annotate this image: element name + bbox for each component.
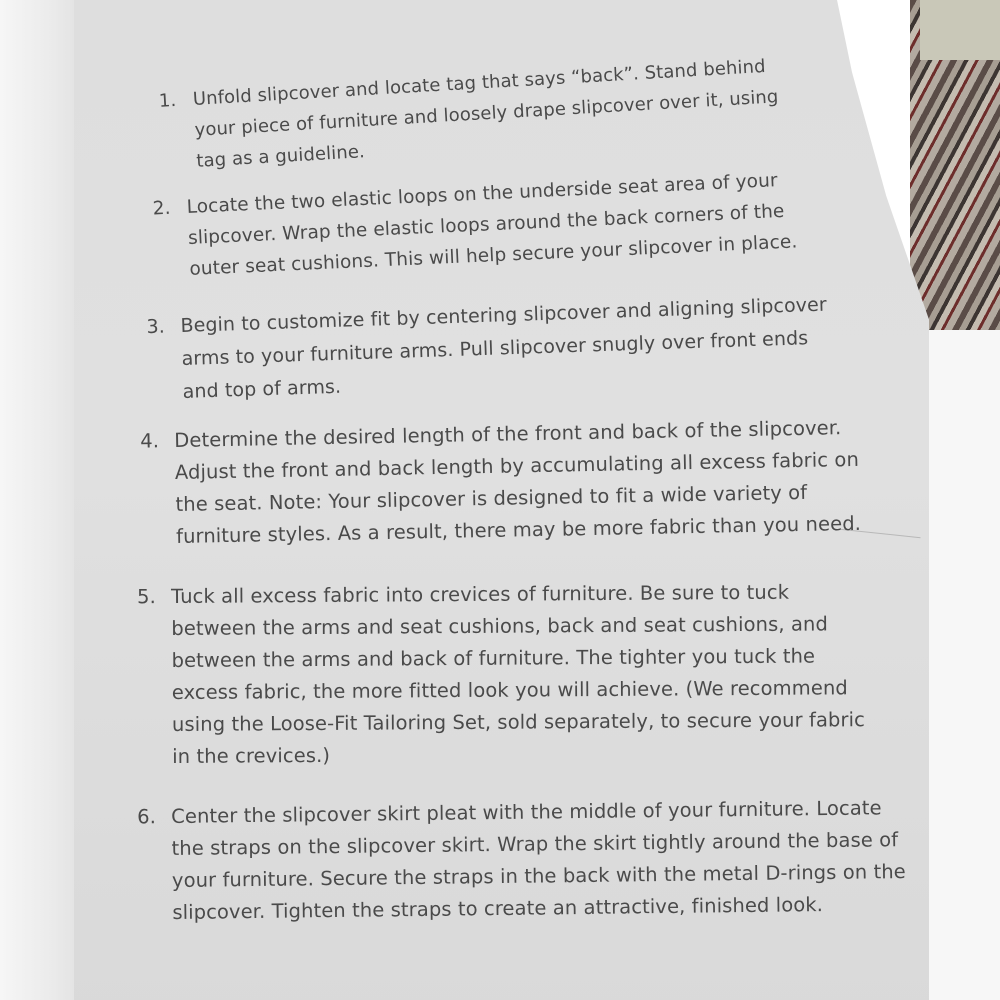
step-number: 2. bbox=[152, 197, 172, 220]
step-5 bbox=[137, 576, 872, 773]
step-number: 5. bbox=[137, 585, 157, 609]
step-number: 4. bbox=[140, 429, 160, 453]
step-text: Determine the desired length of the front and back of the slipcover. Adjust the front and back length by accumulating all excess fabric on the seat. Note: Your slipcover is designed to fit a wide variety of furniture styles. As a result, there may be more fabric than you need. bbox=[174, 416, 862, 548]
step-text: Unfold slipcover and locate tag that says “back”. Stand behind your piece of furniture and loosely drape slipcover over it, using tag as a guideline. bbox=[192, 55, 779, 172]
step-4 bbox=[140, 412, 876, 553]
step-text: Center the slipcover skirt pleat with the middle of your furniture. Locate the straps on the slipcover skirt. Wrap the skirt tightly around the base of your furniture. Secure the straps in the back with the metal D-rings on the slipcover. Tighten the straps to create an attractive, finished look. bbox=[171, 796, 906, 924]
step-6 bbox=[137, 792, 913, 929]
step-text: Begin to customize fit by centering slipcover and aligning slipcover arms to your furniture arms. Pull slipcover snugly over front ends and top of arms. bbox=[180, 293, 828, 403]
step-number: 1. bbox=[158, 89, 177, 112]
step-number: 3. bbox=[146, 315, 166, 339]
step-3 bbox=[146, 288, 843, 409]
step-text: Tuck all excess fabric into crevices of furniture. Be sure to tuck between the arms and seat cushions, back and seat cushions, and between the arms and back of furniture. The tighter you tuck the excess fabric, the more fitted look you will achieve. (We recommend using the Loose-Fit Tailoring Set, sold separately, to secure your fabric in the crevices.) bbox=[171, 580, 865, 768]
step-1 bbox=[158, 49, 806, 177]
step-text: Locate the two elastic loops on the underside seat area of your slipcover. Wrap the elastic loops around the back corners of the outer seat cushions. This will help secure your slipcover in place. bbox=[186, 170, 798, 280]
step-2 bbox=[152, 163, 830, 285]
step-number: 6. bbox=[137, 805, 157, 829]
